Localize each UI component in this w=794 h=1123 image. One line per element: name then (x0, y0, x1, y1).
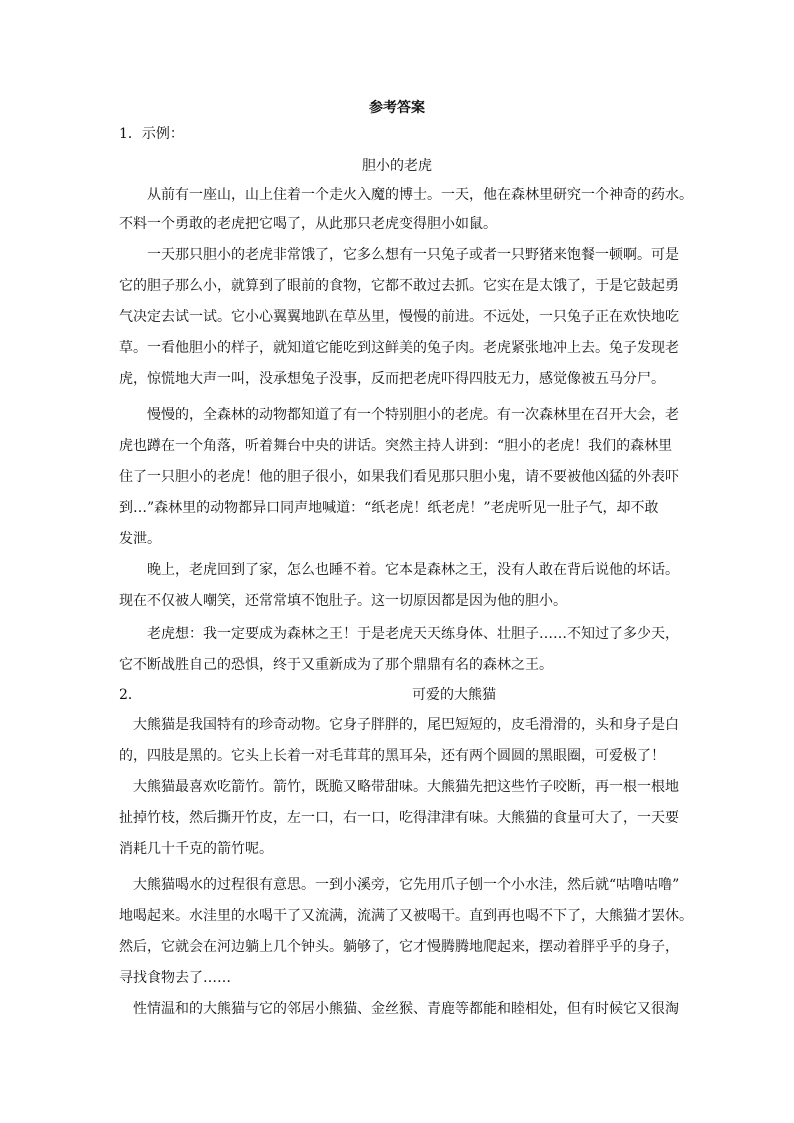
story-1-line: 气决定去试一试。它小心翼翼地趴在草丛里，慢慢的前进。不远处，一只兔子正在欢快地吃 (119, 309, 679, 325)
story-1-line: 虎也蹲在一个角落，听着舞台中央的讲话。突然主持人讲到：“胆小的老虎！我们的森林里 (119, 438, 673, 454)
story-1-line: 慢慢的，全森林的动物都知道了有一个特别胆小的老虎。有一次森林里在召开大会，老 (147, 407, 679, 423)
story-2-line: 大熊猫最喜欢吃箭竹。箭竹，既脆又略带甜味。大熊猫先把这些竹子咬断，再一根一根地 (133, 779, 679, 795)
story-2-line: 寻找食物去了…… (119, 970, 231, 986)
question-2-label: 2． (119, 687, 142, 703)
story-2-line: 性情温和的大熊猫与它的邻居小熊猫、金丝猴、青鹿等都能和睦相处，但有时候它又很淘 (133, 1001, 679, 1017)
story-2-line: 地喝起来。水洼里的水喝干了又流满，流满了又被喝干。直到再也喝不下了，大熊猫才罢休。 (119, 908, 693, 924)
story-1-line: 虎，惊慌地大声一叫，没承想兔子没事，反而把老虎吓得四肢无力，感觉像被五马分尸。 (119, 371, 665, 387)
story-1-line: 它不断战胜自己的恐惧，终于又重新成为了那个鼎鼎有名的森林之王。 (119, 657, 553, 673)
story-2-line: 消耗几十千克的箭竹呢。 (119, 841, 273, 857)
story-1-line: 它的胆子那么小，就算到了眼前的食物，它都不敢过去抓。它实在是太饿了，于是它鼓起勇 (119, 278, 679, 294)
story-2-line: 大熊猫是我国特有的珍奇动物。它身子胖胖的，尾巴短短的，皮毛滑滑的，头和身子是白 (133, 717, 679, 733)
story-2-line: 扯掉竹枝，然后撕开竹皮，左一口，右一口，吃得津津有味。大熊猫的食量可大了，一天要 (119, 810, 679, 826)
story-1-line: 住了一只胆小的老虎！他的胆子很小，如果我们看见那只胆小鬼，请不要被他凶猛的外表吓 (119, 469, 679, 485)
story-2-title: 可爱的大熊猫 (412, 687, 496, 703)
story-2-line: 的，四肢是黑的。它头上长着一对毛茸茸的黑耳朵，还有两个圆圆的黑眼圈，可爱极了！ (119, 748, 665, 764)
story-1-line: 现在不仅被人嘲笑，还常常填不饱肚子。这一切原因都是因为他的胆小。 (119, 593, 567, 609)
story-1-line: 从前有一座山，山上住着一个走火入魔的博士。一天，他在森林里研究一个神奇的药水。 (147, 187, 693, 203)
story-2-line: 然后，它就会在河边躺上几个钟头。躺够了，它才慢腾腾地爬起来，摆动着胖乎乎的身子， (119, 939, 679, 955)
question-1-label: 1．示例： (119, 126, 184, 142)
story-1-line: 老虎想：我一定要成为森林之王！于是老虎天天练身体、壮胆子……不知过了多少天， (147, 626, 679, 642)
story-1-title: 胆小的老虎 (362, 158, 432, 174)
story-1-line: 不料一个勇敢的老虎把它喝了，从此那只老虎变得胆小如鼠。 (119, 216, 497, 232)
story-2-line: 大熊猫喝水的过程很有意思。一到小溪旁，它先用爪子刨一个小水洼，然后就“咕噜咕噜” (133, 877, 680, 893)
story-1-line: 发泄。 (119, 531, 161, 547)
story-1-line: 晚上，老虎回到了家，怎么也睡不着。它本是森林之王，没有人敢在背后说他的坏话。 (147, 562, 679, 578)
story-1-line: 到…”森林里的动物都异口同声地喊道：“纸老虎！纸老虎！”老虎听见一肚子气，却不敢 (119, 500, 659, 516)
page-title: 参考答案 (369, 100, 425, 116)
story-1-line: 草。一看他胆小的样子，就知道它能吃到这鲜美的兔子肉。老虎紧张地冲上去。兔子发现老 (119, 340, 679, 356)
story-1-line: 一天那只胆小的老虎非常饿了，它多么想有一只兔子或者一只野猪来饱餐一顿啊。可是 (147, 247, 679, 263)
